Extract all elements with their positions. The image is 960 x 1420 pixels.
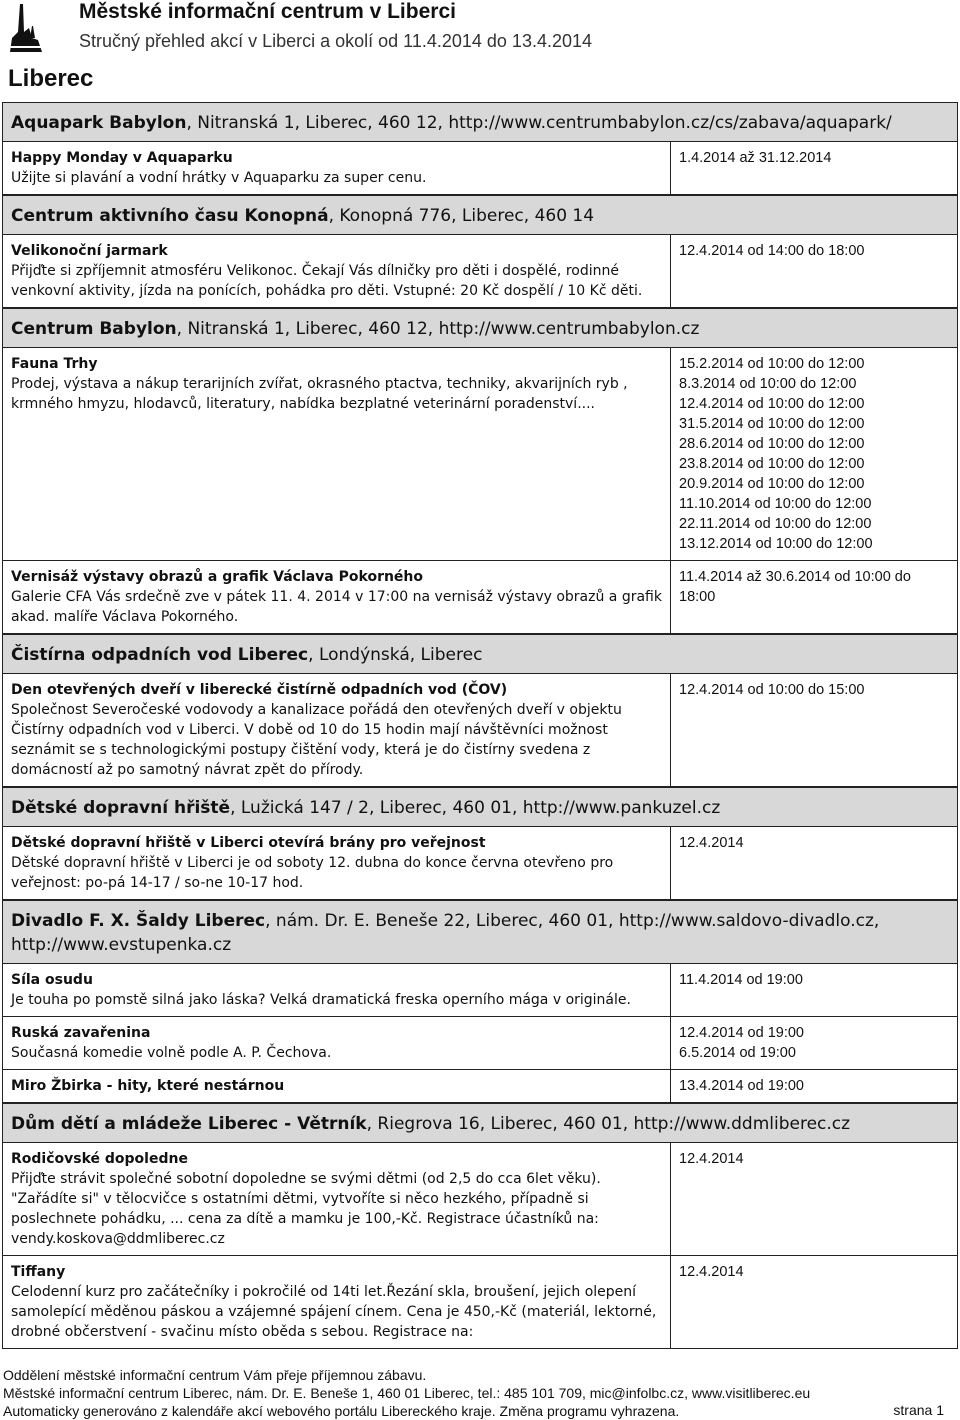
event-cell [3, 674, 671, 786]
event-row [2, 348, 958, 561]
event-dates [671, 827, 957, 899]
event-name: Síla osudu [11, 972, 93, 988]
event-cell [3, 1256, 671, 1348]
event-date: 12.4.2014 [679, 835, 744, 851]
event-name: Den otevřených dveří v liberecké čistírně odpadních vod (ČOV) [11, 682, 508, 698]
event-dates [671, 674, 957, 786]
event-cell [3, 235, 671, 307]
venue-name: Centrum aktivního času Konopná [11, 206, 329, 226]
event-name: Happy Monday v Aquaparku [11, 150, 233, 166]
event-row [2, 827, 958, 900]
event-description: Užijte si plavání a vodní hrátky v Aquaparku za super cenu. [11, 170, 427, 186]
event-row [2, 674, 958, 787]
event-date: 15.2.2014 od 10:00 do 12:00 [679, 356, 865, 372]
event-dates [671, 561, 957, 633]
event-row [2, 1256, 958, 1349]
event-name: Tiffany [11, 1264, 66, 1280]
venue-header [2, 900, 958, 964]
venue-name: Dětské dopravní hřiště [11, 798, 231, 818]
event-cell [3, 1143, 671, 1255]
footer-disclaimer: Automaticky generováno z kalendáře akcí webového portálu Libereckého kraje. Změna programu vyhrazena. [3, 1403, 680, 1419]
event-row [2, 142, 958, 195]
event-row [2, 235, 958, 308]
event-name: Velikonoční jarmark [11, 243, 168, 259]
venue-address: , Nitranská 1, Liberec, 460 12, http://www.centrumbabylon.cz/cs/zabava/aquapark/ [186, 113, 892, 133]
event-date: 11.4.2014 od 19:00 [679, 972, 803, 988]
event-row [2, 964, 958, 1017]
event-dates [671, 1070, 957, 1102]
venue-name: Divadlo F. X. Šaldy Liberec [11, 911, 266, 931]
event-cell [3, 964, 671, 1016]
footer-greeting: Oddělení městské informační centrum Vám přeje příjemnou zábavu. [3, 1367, 427, 1383]
event-date: 28.6.2014 od 10:00 do 12:00 [679, 436, 865, 452]
event-description: Celodenní kurz pro začátečníky i pokročilé od 14ti let.Řezání skla, broušení, jejich olepení samolepící měděnou páskou a vzájemné spájení cínem. Cena je 450,-Kč (materiál, lektorné, drobné občerstvení - svačinu místo oběda s sebou. Registrace na: [11, 1284, 657, 1340]
event-date: 12.4.2014 od 19:00 [679, 1025, 804, 1041]
event-date: 20.9.2014 od 10:00 do 12:00 [679, 476, 865, 492]
event-date: 12.4.2014 od 10:00 do 12:00 [679, 396, 865, 412]
document-subtitle: Stručný přehled akcí v Liberci a okolí od 11.4.2014 do 13.4.2014 [79, 31, 593, 51]
liberec-castle-logo-icon [6, 2, 46, 52]
venue-header [2, 787, 958, 827]
event-dates [671, 348, 957, 560]
event-date: 12.4.2014 od 14:00 do 18:00 [679, 243, 865, 259]
venue-header [2, 195, 958, 235]
event-cell [3, 827, 671, 899]
document-footer [3, 1366, 958, 1420]
event-name: Rodičovské dopoledne [11, 1151, 188, 1167]
event-dates [671, 964, 957, 1016]
event-dates [671, 142, 957, 194]
event-row [2, 1070, 958, 1103]
event-date: 8.3.2014 od 10:00 do 12:00 [679, 376, 857, 392]
event-dates [671, 1143, 957, 1255]
event-date: 31.5.2014 od 10:00 do 12:00 [679, 416, 865, 432]
event-description: Je touha po pomstě silná jako láska? Velká dramatická freska operního mága v originále. [11, 992, 631, 1008]
event-name: Dětské dopravní hřiště v Liberci otevírá brány pro veřejnost [11, 835, 486, 851]
event-date: 1.4.2014 až 31.12.2014 [679, 150, 832, 166]
event-name: Miro Žbirka - hity, které nestárnou [11, 1078, 285, 1094]
event-dates [671, 1017, 957, 1069]
event-cell [3, 142, 671, 194]
event-date: 12.4.2014 [679, 1151, 744, 1167]
document-title: Městské informační centrum v Liberci [79, 0, 456, 23]
event-cell [3, 1017, 671, 1069]
document-header [0, 0, 960, 100]
event-description: Prodej, výstava a nákup terarijních zvířat, okrasného ptactva, techniky, akvarijních ryb , krmného hmyzu, hlodavců, literatury, nabídka bezplatné veterinární poradenství.... [11, 376, 628, 412]
venue-address: , Lužická 147 / 2, Liberec, 460 01, http://www.pankuzel.cz [230, 798, 721, 818]
venue-header [2, 1103, 958, 1143]
event-cell [3, 1070, 671, 1102]
event-description: Galerie CFA Vás srdečně zve v pátek 11. 4. 2014 v 17:00 na vernisáž výstavy obrazů a grafik akad. malíře Václava Pokorného. [11, 589, 662, 625]
event-description: Přijďte strávit společné sobotní dopoledne se svými dětmi (od 2,5 do cca 6let věku). "Zařádíte si" v tělocvičce s ostatními dětmi, vytvoříte si něco hezkého, případně si poslechnete pohádku, ... cena za dítě a mamku je 100,-Kč. Registrace účastníků na: vendy.koskova@ddmliberec.cz [11, 1171, 601, 1247]
event-date: 11.4.2014 až 30.6.2014 od 10:00 do 18:00 [679, 569, 911, 605]
event-dates [671, 1256, 957, 1348]
event-date: 22.11.2014 od 10:00 do 12:00 [679, 516, 872, 532]
venue-name: Dům dětí a mládeže Liberec - Větrník [11, 1114, 367, 1134]
event-dates [671, 235, 957, 307]
event-date: 23.8.2014 od 10:00 do 12:00 [679, 456, 865, 472]
venue-name: Centrum Babylon [11, 319, 177, 339]
event-date: 13.4.2014 od 19:00 [679, 1078, 804, 1094]
event-cell [3, 561, 671, 633]
event-description: Současná komedie volně podle A. P. Čechova. [11, 1045, 332, 1061]
event-row [2, 1017, 958, 1070]
event-name: Fauna Trhy [11, 356, 98, 372]
venue-header [2, 102, 958, 142]
venue-header [2, 634, 958, 674]
event-name: Vernisáž výstavy obrazů a grafik Václava Pokorného [11, 569, 424, 585]
event-date: 13.12.2014 od 10:00 do 12:00 [679, 536, 873, 552]
venue-address: , nám. Dr. E. Beneše 22, Liberec, 460 01, http://www.saldovo-divadlo.cz, http://www.evstupenka.cz [11, 911, 880, 955]
event-date: 11.10.2014 od 10:00 do 12:00 [679, 496, 872, 512]
venue-name: Čistírna odpadních vod Liberec [11, 645, 309, 665]
event-description: Společnost Severočeské vodovody a kanalizace pořádá den otevřených dveří v objektu Čistírny odpadních vod v Liberci. V době od 10 do 15 hodin mají návštěvníci možnost seznámit se s technologickými postupy čištění vody, která je do čistírny svedena z domácností až po samotný návrat zpět do přírody. [11, 702, 622, 778]
footer-contact: Městské informační centrum Liberec, nám. Dr. E. Beneše 1, 460 01 Liberec, tel.: 485 101 709, mic@infolbc.cz, www.visitliberec.eu [3, 1385, 811, 1401]
page-number: strana 1 [893, 1402, 944, 1418]
event-row [2, 1143, 958, 1256]
venue-address: , Nitranská 1, Liberec, 460 12, http://www.centrumbabylon.cz [176, 319, 700, 339]
event-date: 12.4.2014 [679, 1264, 744, 1280]
venue-address: , Konopná 776, Liberec, 460 14 [328, 206, 595, 226]
event-row [2, 561, 958, 634]
venue-address: , Londýnská, Liberec [308, 645, 483, 665]
event-description: Přijďte si zpříjemnit atmosféru Velikonoc. Čekají Vás dílničky pro děti i dospělé, rodinné venkovní aktivity, jízda na ponících, pohádka pro děti. Vstupné: 20 Kč dospělí / 10 Kč děti. [11, 263, 643, 299]
event-date: 12.4.2014 od 10:00 do 15:00 [679, 682, 865, 698]
event-date: 6.5.2014 od 19:00 [679, 1045, 796, 1061]
city-heading: Liberec [8, 65, 94, 92]
event-name: Ruská zavařenina [11, 1025, 151, 1041]
venue-name: Aquapark Babylon [11, 113, 187, 133]
venue-header [2, 308, 958, 348]
event-description: Dětské dopravní hřiště v Liberci je od soboty 12. dubna do konce června otevřeno pro veřejnost: po-pá 14-17 / so-ne 10-17 hod. [11, 855, 614, 891]
events-table [2, 102, 958, 1349]
venue-address: , Riegrova 16, Liberec, 460 01, http://www.ddmliberec.cz [366, 1114, 851, 1134]
event-cell [3, 348, 671, 560]
